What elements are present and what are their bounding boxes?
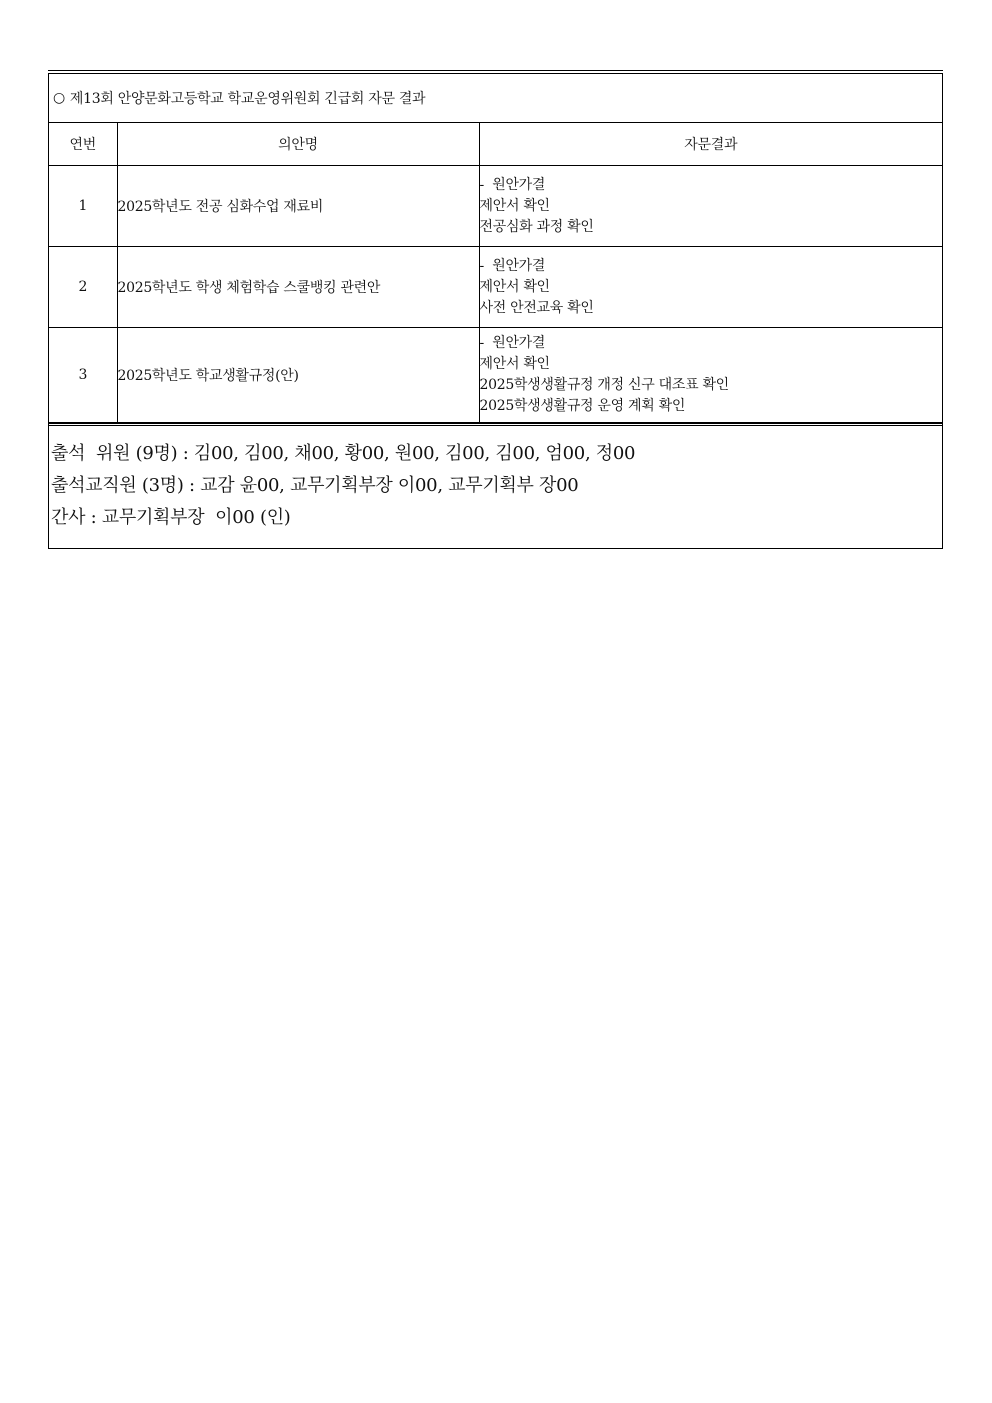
table-header-row [49,123,942,166]
table-row [49,247,942,328]
circle-bullet-icon: ○ [53,90,65,106]
consultation-result [479,247,942,328]
result-line: 제안서 확인 [479,278,550,295]
result-line: - 원안가결 [479,176,546,193]
agenda-item: 2025학년도 전공 심화수업 재료비 [117,166,479,247]
result-line: - 원안가결 [479,335,546,351]
agenda-item: 2025학년도 학생 체험학습 스쿨뱅킹 관련안 [117,247,479,328]
row-number: 2 [49,247,117,328]
result-line: 사전 안전교육 확인 [479,299,594,316]
consultation-result [479,166,942,247]
secretary-line: 간사 : 교무기획부장 이00 (인) [51,507,291,528]
column-header-item: 의안명 [117,123,479,166]
attendance-section [49,423,942,548]
result-line: 전공심화 과정 확인 [479,218,594,235]
consultation-result [479,328,942,423]
top-rule [48,70,943,71]
results-table [49,123,942,423]
attendance-members: 출석 위원 (9명) : 김00, 김00, 채00, 황00, 원00, 김00, 김00, 엄00, 정00 [51,443,636,464]
column-header-num: 연번 [49,123,117,166]
table-row [49,166,942,247]
agenda-item: 2025학년도 학교생활규정(안) [117,328,479,423]
result-line: 2025학생생활규정 개정 신구 대조표 확인 [479,377,729,393]
result-line: - 원안가결 [479,257,546,274]
result-line: 제안서 확인 [479,197,550,214]
row-number: 3 [49,328,117,423]
table-row [49,328,942,423]
row-number: 1 [49,166,117,247]
document-title-row [49,74,942,123]
attendance-staff: 출석교직원 (3명) : 교감 윤00, 교무기획부장 이00, 교무기획부 장00 [51,475,579,496]
result-line: 2025학생생활규정 운영 계획 확인 [479,398,686,414]
column-header-result: 자문결과 [479,123,942,166]
consultation-result-box [48,73,943,549]
result-line: 제안서 확인 [479,356,550,372]
document-title: 제13회 안양문화고등학교 학교운영위원회 긴급회 자문 결과 [69,91,426,107]
